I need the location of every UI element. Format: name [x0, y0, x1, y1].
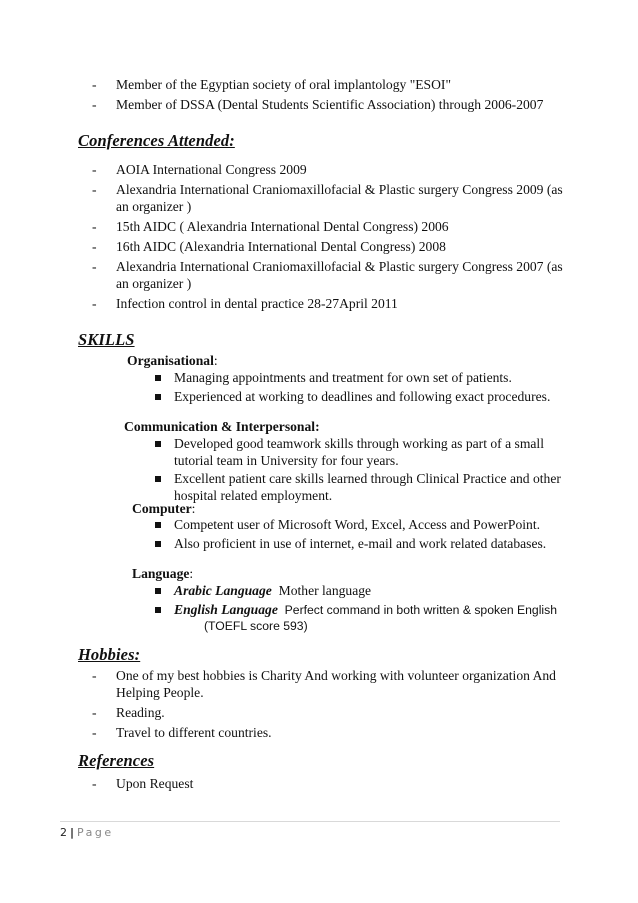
list-item: - Member of the Egyptian society of oral implantology "ESOI" [92, 77, 452, 92]
organisational-list [152, 370, 572, 407]
hobbies-list [92, 667, 572, 744]
dash-bullet: - [92, 219, 97, 234]
list-item: - 16th AIDC (Alexandria International Dental Congress) 2008 [92, 239, 446, 254]
dash-bullet: - [92, 705, 97, 720]
dash-bullet: - [92, 776, 97, 791]
organisational-label: Organisational: [127, 353, 218, 368]
list-item: - One of my best hobbies is Charity And working with volunteer organization And Helping People. [92, 668, 556, 700]
list-item: - Infection control in dental practice 28-27April 2011 [92, 296, 398, 311]
list-item: - Member of DSSA (Dental Students Scientific Association) through 2006-2007 [92, 97, 544, 112]
references-heading: References [78, 751, 155, 770]
square-bullet-icon [155, 522, 161, 528]
square-bullet-icon [155, 607, 161, 613]
dash-bullet: - [92, 77, 97, 92]
page-footer [60, 826, 114, 839]
page-label: Page [77, 826, 114, 839]
communication-list [152, 436, 572, 506]
square-bullet-icon [155, 394, 161, 400]
list-item: - Upon Request [92, 776, 194, 791]
list-item: Competent user of Microsoft Word, Excel, Access and PowerPoint. [152, 517, 572, 534]
dash-bullet: - [92, 259, 97, 274]
dash-bullet: - [92, 296, 97, 311]
dash-bullet: - [92, 668, 97, 683]
footer-divider [60, 821, 560, 822]
list-item: Excellent patient care skills learned through Clinical Practice and other hospital related employment. [152, 471, 572, 504]
dash-bullet: - [92, 182, 97, 197]
square-bullet-icon [155, 441, 161, 447]
references-list [92, 775, 572, 795]
list-item: - Alexandria International Craniomaxillofacial & Plastic surgery Congress 2009 (as an organizer ) [92, 182, 563, 214]
dash-bullet: - [92, 97, 97, 112]
membership-list [92, 76, 572, 116]
dash-bullet: - [92, 162, 97, 177]
hobbies-heading: Hobbies: [78, 645, 141, 664]
list-item: - Alexandria International Craniomaxillofacial & Plastic surgery Congress 2007 (as an organizer ) [92, 259, 563, 291]
language-label: Language: [132, 566, 194, 581]
list-item: - 15th AIDC ( Alexandria International Dental Congress) 2006 [92, 219, 449, 234]
dash-bullet: - [92, 239, 97, 254]
square-bullet-icon [155, 588, 161, 594]
computer-list [152, 517, 572, 554]
conferences-heading: Conferences Attended: [78, 131, 235, 150]
list-item: Also proficient in use of internet, e-mail and work related databases. [152, 536, 572, 553]
list-item: English Language Perfect command in both written & spoken English (TOEFL score 593) [152, 602, 572, 635]
list-item: Experienced at working to deadlines and following exact procedures. [152, 389, 572, 406]
conferences-list [92, 161, 572, 315]
list-item: - AOIA International Congress 2009 [92, 162, 307, 177]
list-item: Developed good teamwork skills through working as part of a small tutorial team in University for four years. [152, 436, 572, 469]
language-list [152, 583, 572, 637]
square-bullet-icon [155, 476, 161, 482]
dash-bullet: - [92, 725, 97, 740]
square-bullet-icon [155, 541, 161, 547]
skills-heading: SKILLS [78, 330, 135, 349]
list-item: Managing appointments and treatment for own set of patients. [152, 370, 572, 387]
computer-label: Computer: [132, 501, 196, 516]
square-bullet-icon [155, 375, 161, 381]
list-item: - Travel to different countries. [92, 725, 272, 740]
list-item: Arabic Language Mother language [152, 583, 572, 600]
communication-label: Communication & Interpersonal: [124, 419, 320, 434]
page-number: 2 [60, 826, 67, 839]
list-item: - Reading. [92, 705, 165, 720]
footer-separator: | [70, 826, 75, 839]
